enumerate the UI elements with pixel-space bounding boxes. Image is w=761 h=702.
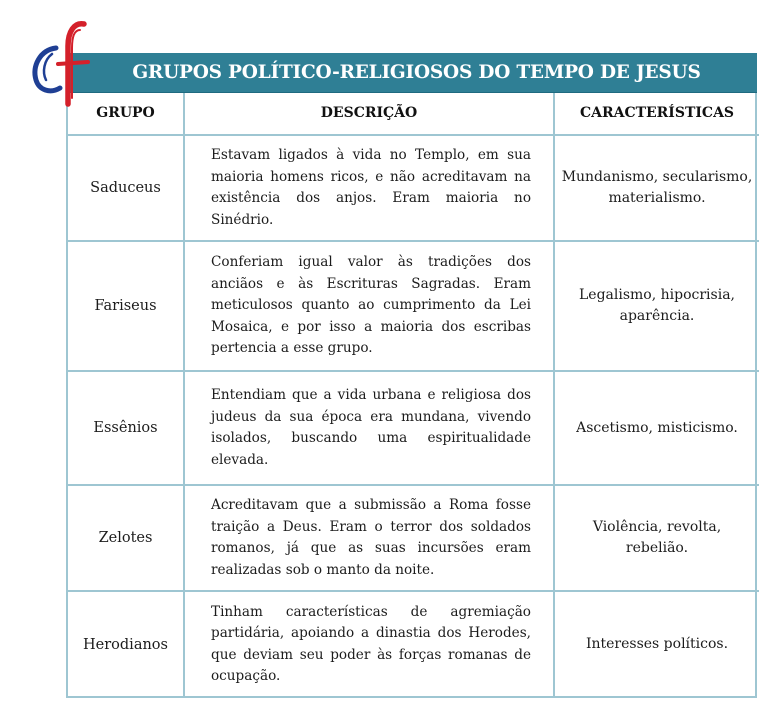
group-traits: Legalismo, hipocrisia, aparência. (554, 241, 759, 371)
header-description: DESCRIÇÃO (184, 92, 554, 135)
group-name: Fariseus (68, 241, 184, 371)
table-row (68, 485, 759, 591)
group-description: Tinham características de agremiação partidária, apoiando a dinastia dos Herodes, que deviam seu poder às forças romanas de ocupação. (184, 591, 554, 697)
groups-table (66, 92, 757, 698)
group-name: Essênios (68, 371, 184, 485)
group-description: Entendiam que a vida urbana e religiosa dos judeus da sua época era mundana, vivendo isolados, buscando uma espiritualidade elevada. (184, 371, 554, 485)
group-traits: Ascetismo, misticismo. (554, 371, 759, 485)
group-traits: Mundanismo, secularismo, materialismo. (554, 135, 759, 241)
title-bar (66, 53, 757, 93)
header-group: GRUPO (68, 92, 184, 135)
group-description: Conferiam igual valor às tradições dos anciãos e às Escrituras Sagradas. Eram meticulosos quanto ao cumprimento da Lei Mosaica, e por isso a maioria dos escribas pertencia a esse grupo. (184, 241, 554, 371)
group-name: Saduceus (68, 135, 184, 241)
group-name: Zelotes (68, 485, 184, 591)
table-row (68, 241, 759, 371)
of-monogram-logo-icon (28, 18, 98, 108)
table-row (68, 135, 759, 241)
page-title: GRUPOS POLÍTICO-RELIGIOSOS DO TEMPO DE JESUS (132, 62, 701, 83)
group-description: Estavam ligados à vida no Templo, em sua maioria homens ricos, e não acreditavam na existência dos anjos. Eram maioria no Sinédrio. (184, 135, 554, 241)
table-row (68, 371, 759, 485)
header-traits: CARACTERÍSTICAS (554, 92, 759, 135)
table-header-row (68, 92, 759, 135)
group-traits: Violência, revolta, rebelião. (554, 485, 759, 591)
group-traits: Interesses políticos. (554, 591, 759, 697)
table-row (68, 591, 759, 697)
group-description: Acreditavam que a submissão a Roma fosse traição a Deus. Eram o terror dos soldados romanos, já que as suas incursões eram realizadas sob o manto da noite. (184, 485, 554, 591)
group-name: Herodianos (68, 591, 184, 697)
